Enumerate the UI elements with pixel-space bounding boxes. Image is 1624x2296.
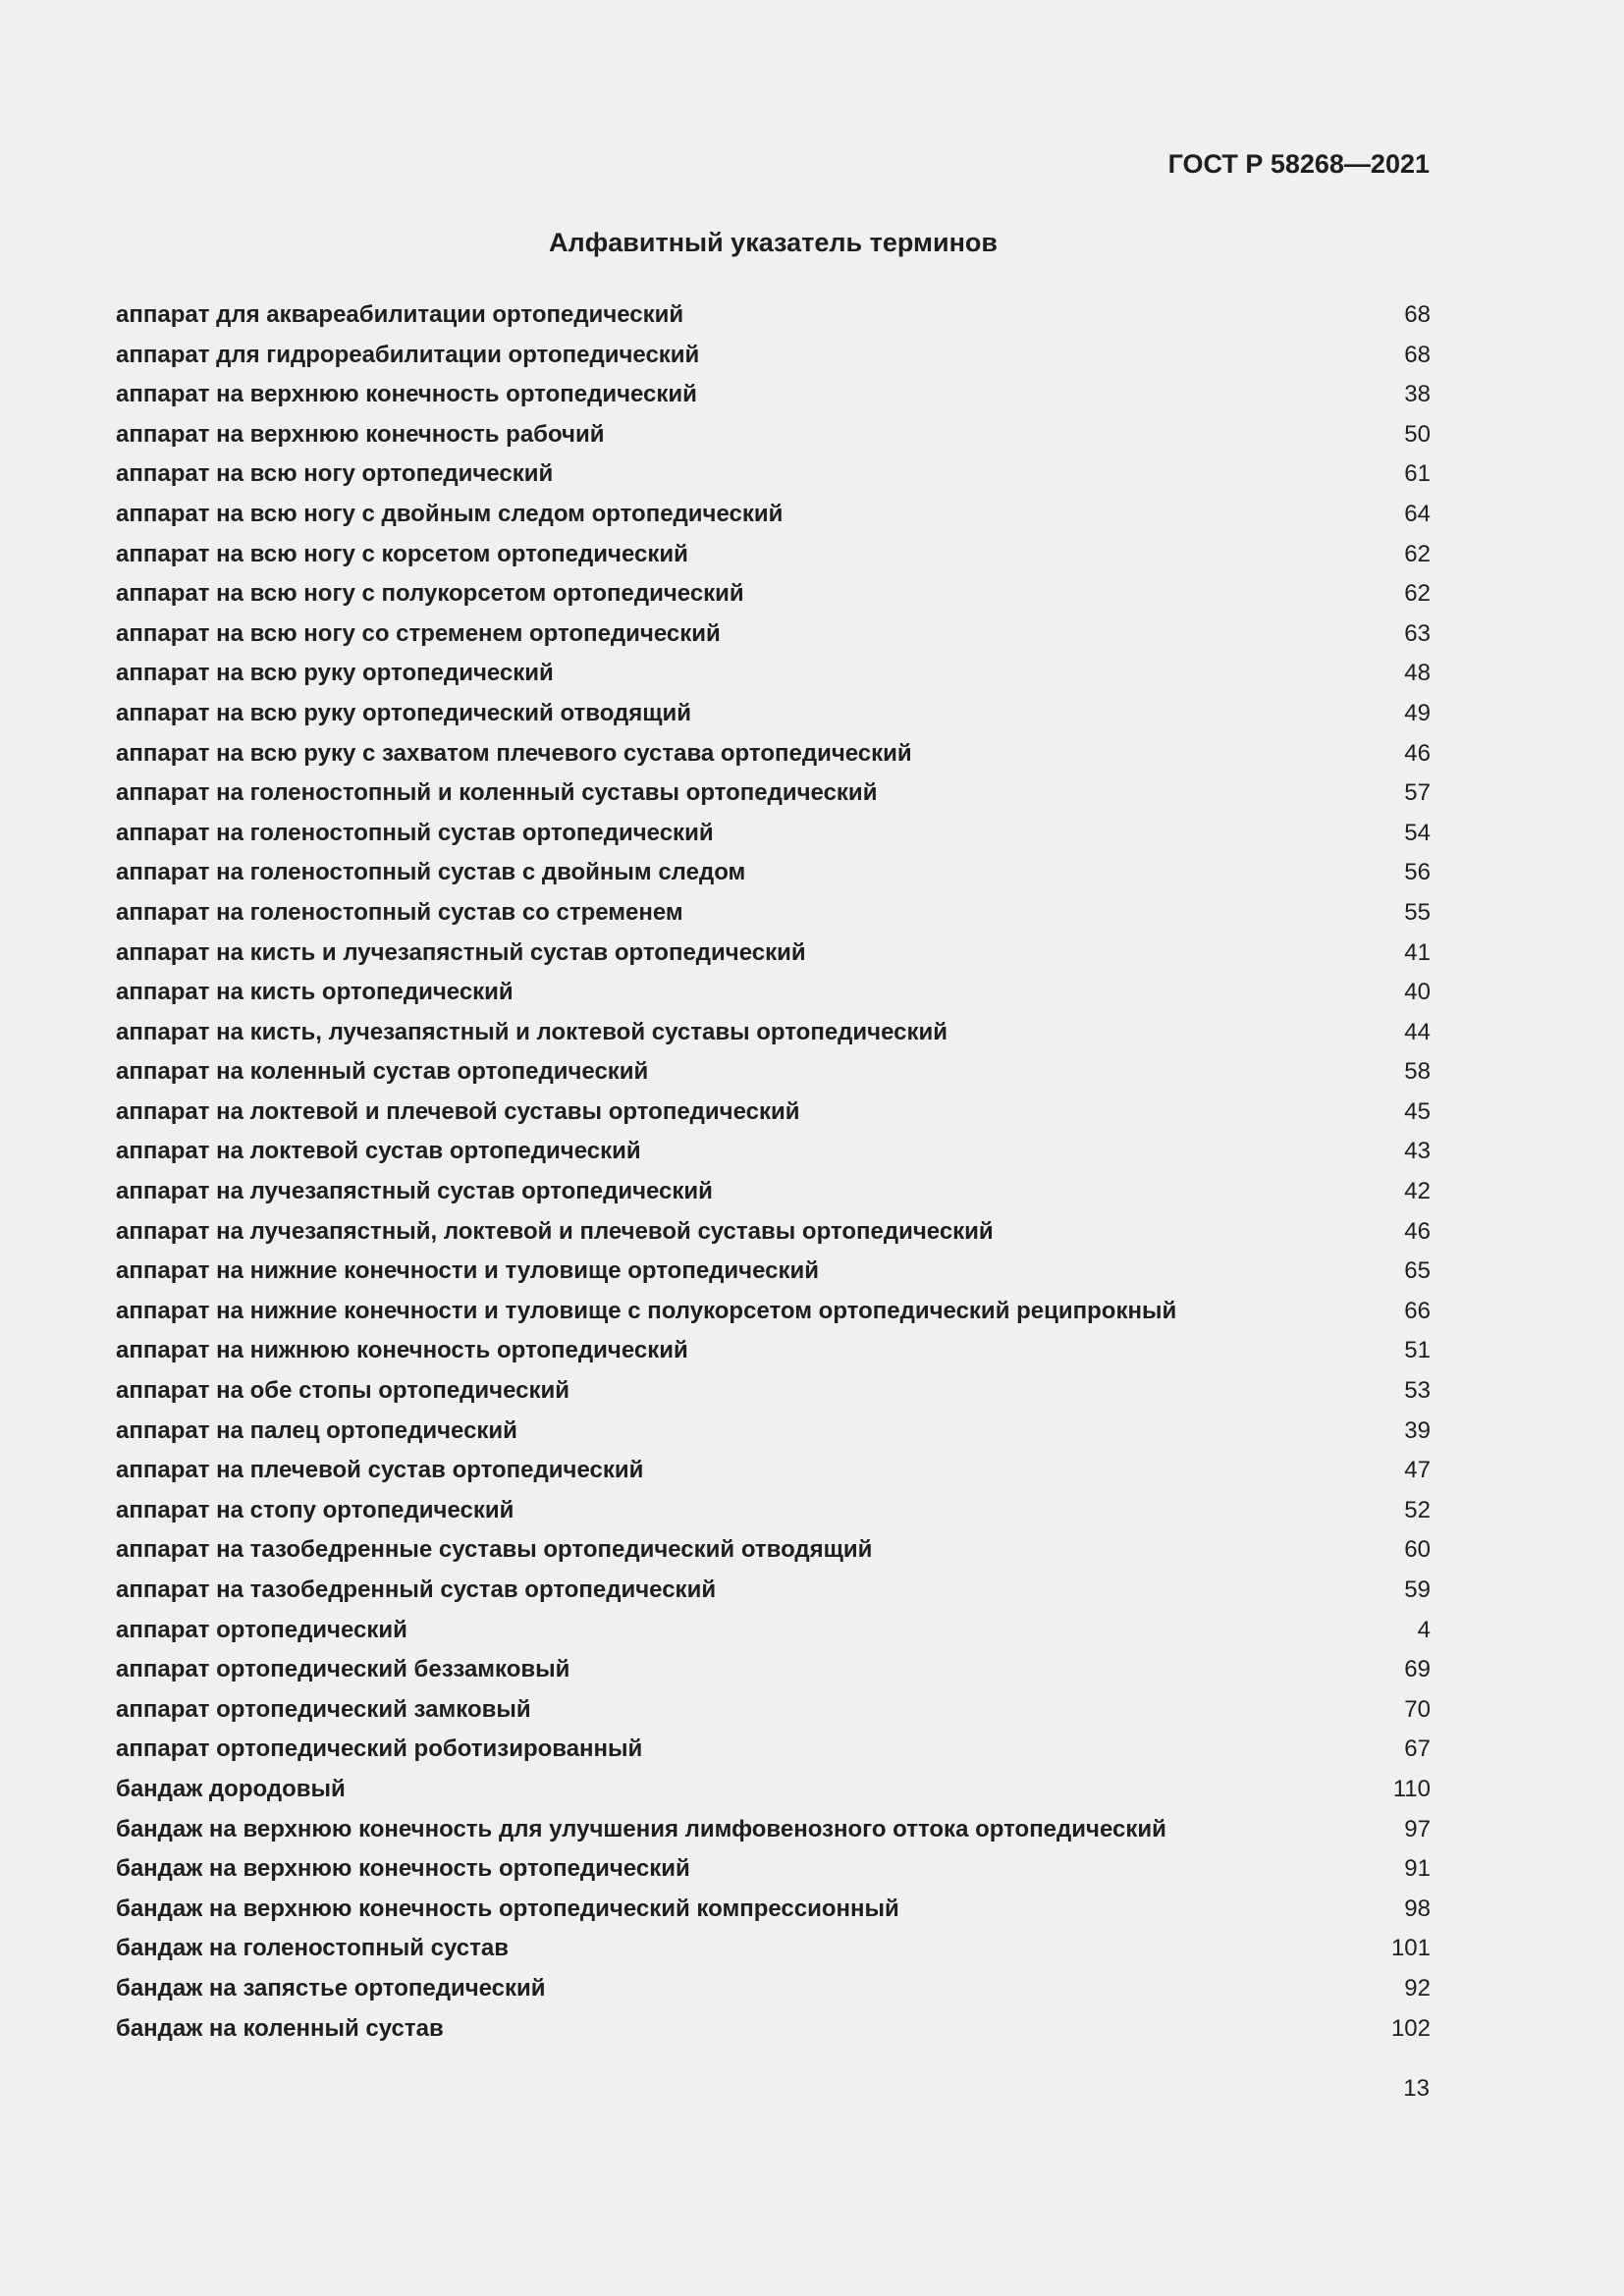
index-page-ref: 67	[1404, 1735, 1431, 1763]
index-entry	[116, 538, 1431, 578]
index-page-ref: 98	[1404, 1895, 1431, 1922]
index-entry	[116, 1255, 1431, 1295]
index-term: аппарат на голеностопный сустав с двойным следом	[116, 859, 746, 886]
index-term: аппарат на нижние конечности и туловище ортопедический	[116, 1257, 819, 1285]
index-term: аппарат на верхнюю конечность ортопедический	[116, 381, 697, 408]
index-term: аппарат на всю руку ортопедический	[116, 660, 554, 687]
index-term: бандаж дородовый	[116, 1775, 346, 1802]
index-entry	[116, 1334, 1431, 1374]
index-term: аппарат на голеностопный и коленный суставы ортопедический	[116, 779, 878, 807]
index-page-ref: 42	[1404, 1178, 1431, 1205]
index-term: аппарат на тазобедренный сустав ортопедический	[116, 1576, 717, 1603]
index-term: аппарат на лучезапястный, локтевой и плечевой суставы ортопедический	[116, 1217, 994, 1245]
index-entry	[116, 1813, 1431, 1853]
index-page-ref: 97	[1404, 1815, 1431, 1842]
index-entry	[116, 298, 1431, 339]
index-entry	[116, 1773, 1431, 1813]
index-term: бандаж на верхнюю конечность ортопедический компрессионный	[116, 1895, 899, 1922]
index-term: аппарат на кисть ортопедический	[116, 979, 514, 1006]
index-entry	[116, 1135, 1431, 1175]
index-entry	[116, 1055, 1431, 1095]
index-page-ref: 50	[1404, 420, 1431, 448]
index-term: бандаж на верхнюю конечность ортопедический	[116, 1855, 690, 1883]
index-entry	[116, 1733, 1431, 1773]
index-page-ref: 48	[1404, 660, 1431, 687]
index-page-ref: 52	[1404, 1496, 1431, 1523]
index-entry	[116, 1852, 1431, 1893]
index-page-ref: 39	[1404, 1416, 1431, 1444]
index-entry	[116, 617, 1431, 658]
index-entry	[116, 976, 1431, 1016]
index-page-ref: 46	[1404, 1217, 1431, 1245]
index-entry	[116, 1374, 1431, 1415]
index-entry	[116, 1415, 1431, 1455]
index-entry	[116, 1095, 1431, 1136]
index-term: аппарат на всю руку ортопедический отводящий	[116, 699, 692, 726]
index-entry	[116, 1494, 1431, 1534]
index-entry	[116, 737, 1431, 777]
index-term: аппарат на кисть и лучезапястный сустав ортопедический	[116, 938, 806, 966]
index-entry	[116, 1614, 1431, 1654]
index-term: аппарат на коленный сустав ортопедический	[116, 1058, 649, 1086]
index-term: аппарат на всю ногу с полукорсетом ортопедический	[116, 580, 744, 608]
index-entry	[116, 1533, 1431, 1574]
index-page-ref: 53	[1404, 1377, 1431, 1405]
index-page-ref: 55	[1404, 898, 1431, 926]
index-page-ref: 38	[1404, 381, 1431, 408]
index-page-ref: 65	[1404, 1257, 1431, 1285]
index-term: аппарат на стопу ортопедический	[116, 1496, 514, 1523]
index-entry	[116, 697, 1431, 737]
index-entry	[116, 418, 1431, 458]
index-entry	[116, 657, 1431, 697]
index-term: аппарат на нижнюю конечность ортопедический	[116, 1337, 688, 1364]
index-entry	[116, 1653, 1431, 1693]
index-page-ref: 69	[1404, 1656, 1431, 1683]
index-page-ref: 43	[1404, 1138, 1431, 1165]
index-term: аппарат на плечевой сустав ортопедический	[116, 1457, 644, 1484]
index-page-ref: 91	[1404, 1855, 1431, 1883]
index-term: аппарат на верхнюю конечность рабочий	[116, 420, 605, 448]
index-entry	[116, 1454, 1431, 1494]
index-term: бандаж на коленный сустав	[116, 2014, 444, 2042]
index-page-ref: 68	[1404, 341, 1431, 368]
index-page-ref: 40	[1404, 979, 1431, 1006]
index-term: аппарат ортопедический роботизированный	[116, 1735, 643, 1763]
index-term: аппарат ортопедический замковый	[116, 1695, 531, 1723]
index-term: бандаж на голеностопный сустав	[116, 1935, 509, 1962]
index-term: аппарат на всю ногу с двойным следом ортопедический	[116, 500, 784, 527]
index-page-ref: 70	[1404, 1695, 1431, 1723]
index-page-ref: 58	[1404, 1058, 1431, 1086]
index-page-ref: 62	[1404, 580, 1431, 608]
index-entry	[116, 856, 1431, 896]
index-page-ref: 68	[1404, 301, 1431, 328]
index-page-ref: 102	[1390, 2014, 1431, 2042]
index-page-ref: 57	[1404, 779, 1431, 807]
index-term: аппарат на голеностопный сустав ортопедический	[116, 819, 714, 846]
index-page-ref: 66	[1404, 1297, 1431, 1324]
index-page-ref: 45	[1404, 1097, 1431, 1125]
index-page-ref: 51	[1404, 1337, 1431, 1364]
index-page-ref: 46	[1404, 739, 1431, 767]
index-term: аппарат ортопедический	[116, 1616, 407, 1643]
index-term: аппарат на всю ногу с корсетом ортопедический	[116, 540, 688, 567]
index-page-ref: 56	[1404, 859, 1431, 886]
index-page-ref: 54	[1404, 819, 1431, 846]
index-entry	[116, 1574, 1431, 1614]
document-code: ГОСТ Р 58268—2021	[1167, 149, 1430, 179]
index-page-ref: 92	[1404, 1974, 1431, 2002]
index-entry	[116, 1175, 1431, 1215]
index-entry	[116, 1972, 1431, 2012]
index-entry	[116, 378, 1431, 418]
index-term: аппарат для аквареабилитации ортопедический	[116, 301, 684, 328]
index-entry	[116, 1893, 1431, 1933]
index-entry	[116, 817, 1431, 857]
index-page-ref: 110	[1392, 1775, 1431, 1802]
index-entry	[116, 936, 1431, 977]
index-page-ref: 60	[1404, 1536, 1431, 1564]
index-term: аппарат на лучезапястный сустав ортопедический	[116, 1178, 713, 1205]
index-page-ref: 62	[1404, 540, 1431, 567]
index-entry	[116, 457, 1431, 498]
index-page-ref: 41	[1404, 938, 1431, 966]
page-number: 13	[1403, 2075, 1430, 2102]
index-term: аппарат на тазобедренные суставы ортопедический отводящий	[116, 1536, 873, 1564]
index-title: Алфавитный указатель терминов	[549, 228, 998, 257]
index-entry	[116, 1932, 1431, 1972]
index-term: аппарат на обе стопы ортопедический	[116, 1377, 569, 1405]
index-page-ref: 44	[1404, 1018, 1431, 1045]
index-term: аппарат на всю ногу ортопедический	[116, 460, 554, 488]
index-entry	[116, 339, 1431, 379]
index-term: аппарат на локтевой сустав ортопедический	[116, 1138, 641, 1165]
index-page-ref: 47	[1404, 1457, 1431, 1484]
index-page-ref: 49	[1404, 699, 1431, 726]
index-term: аппарат на локтевой и плечевой суставы ортопедический	[116, 1097, 800, 1125]
index-term: аппарат на всю ногу со стременем ортопедический	[116, 619, 721, 647]
index-page-ref: 61	[1404, 460, 1431, 488]
index-term: аппарат на кисть, лучезапястный и локтевой суставы ортопедический	[116, 1018, 947, 1045]
index-term: аппарат для гидрореабилитации ортопедический	[116, 341, 700, 368]
index-entry	[116, 896, 1431, 936]
index-term: бандаж на верхнюю конечность для улучшения лимфовенозного оттока ортопедический	[116, 1815, 1166, 1842]
index-entry	[116, 1215, 1431, 1255]
index-page-ref: 59	[1404, 1576, 1431, 1603]
index-page-ref: 101	[1390, 1935, 1431, 1962]
index-entry	[116, 577, 1431, 617]
index-term: аппарат ортопедический беззамковый	[116, 1656, 570, 1683]
index-entry	[116, 776, 1431, 817]
index-term: аппарат на палец ортопедический	[116, 1416, 517, 1444]
index-term: аппарат на всю руку с захватом плечевого сустава ортопедический	[116, 739, 912, 767]
index-entry	[116, 2012, 1431, 2053]
index-entry	[116, 498, 1431, 538]
term-index-list	[116, 298, 1431, 2052]
index-term: аппарат на нижние конечности и туловище с полукорсетом ортопедический реципрокный	[116, 1297, 1177, 1324]
index-entry	[116, 1693, 1431, 1734]
index-term: аппарат на голеностопный сустав со стременем	[116, 898, 683, 926]
index-term: бандаж на запястье ортопедический	[116, 1974, 546, 2002]
index-entry	[116, 1016, 1431, 1056]
index-page-ref: 64	[1404, 500, 1431, 527]
index-page-ref: 4	[1417, 1616, 1431, 1643]
index-entry	[116, 1295, 1431, 1335]
index-page-ref: 63	[1404, 619, 1431, 647]
